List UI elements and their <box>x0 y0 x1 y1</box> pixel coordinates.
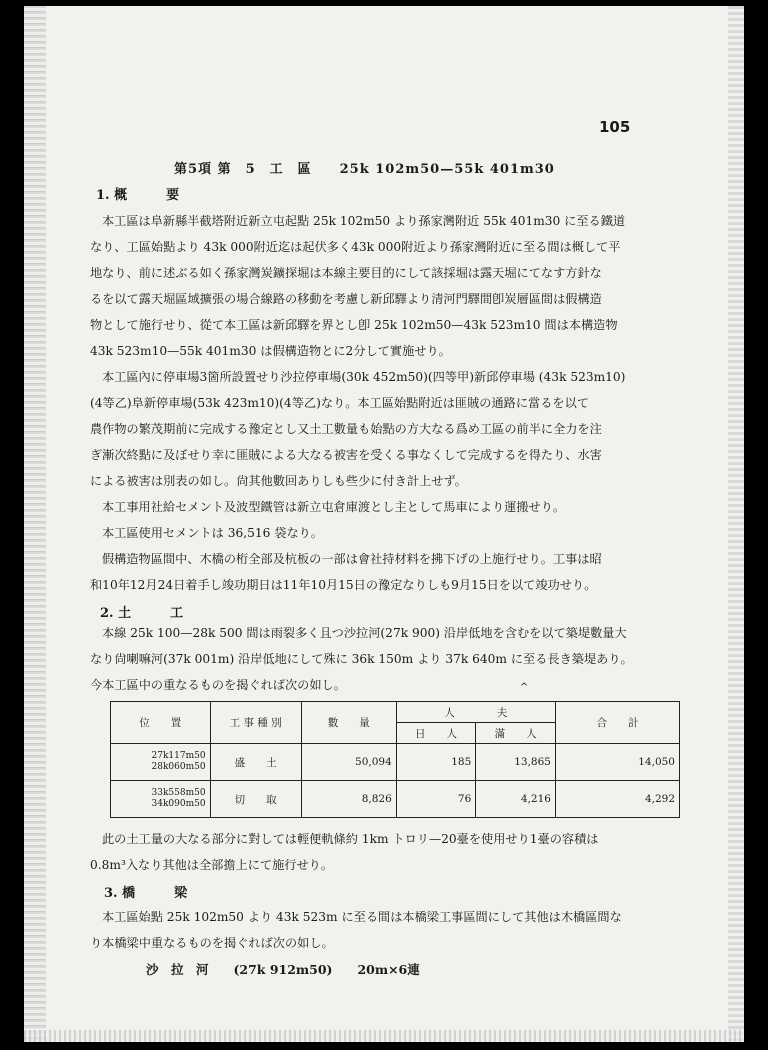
after-table-paragraph <box>90 826 686 878</box>
table-row <box>111 744 680 781</box>
text-line: 本線 25k 100—28k 500 間は雨裂多く且つ沙拉河(27k 900) 沿岸低地を含むを以て築堤數量大 <box>102 626 627 640</box>
text-line: 假構造物區間中、木橋の桁全部及杭板の一部は會社持材料を拂下げの上施行せり。工事は昭 <box>102 552 602 566</box>
text-line: なり尙喇嘛河(37k 001m) 沿岸低地にして殊に 36k 150m より 37k 640m に至る長き築堤あり。 <box>90 652 633 666</box>
bridge-entry: 沙 拉 河 (27k 912m50) 20m×6連 <box>146 962 420 977</box>
page-number: 105 <box>599 118 631 136</box>
text-line: 農作物の繁茂期前に完成する豫定とし又土工數量も始點の方大なる爲め工區の前半に全力を注 <box>90 422 602 436</box>
heading-earthwork: 2. 土 工 <box>100 606 184 621</box>
text-line: 本工區始點 25k 102m50 より 43k 523m に至る間は本橋梁工事區間にして其他は木橋區間な <box>102 910 622 924</box>
text-line: 43k 523m10—55k 401m30 は假構造物とに2分して實施せり。 <box>90 344 451 358</box>
text-line: り本橋梁中重なるものを揭ぐれば次の如し。 <box>90 936 334 950</box>
scan-edge-right <box>728 6 744 1042</box>
col-labor-day: 日 人 <box>396 723 476 744</box>
col-labor-full: 滿 人 <box>476 723 556 744</box>
text-line: 物として施行せり、從て本工區は新邱驛を界とし卽 25k 102m50—43k 523m10 間は本構造物 <box>90 318 618 332</box>
overview-paragraphs <box>90 208 686 598</box>
heading-overview: 1. 概 要 <box>96 188 180 203</box>
text-line: 0.8m³入なり其他は全部擔上にて施行せり。 <box>90 858 334 872</box>
col-quantity: 數 量 <box>301 702 396 744</box>
cell-work-type: 切 取 <box>210 781 301 818</box>
text-line: 地なり、前に述ぶる如く孫家灣炭鑛探堀は本線主要目的にして該採堀は露天堀にてなす方針な <box>90 266 602 280</box>
col-total: 合 計 <box>555 702 679 744</box>
cell-total: 4,292 <box>555 781 679 818</box>
text-line: 今本工區中の重なるものを揭ぐれば次の如し。 <box>90 678 346 692</box>
text-line: 此の土工量の大なる部分に對しては輕便軌條約 1km トロリ—20臺を使用せり1臺の容積は <box>102 832 599 846</box>
table-row <box>111 781 680 818</box>
earthwork-table <box>110 701 680 818</box>
cell-quantity: 8,826 <box>301 781 396 818</box>
earthwork-paragraph <box>90 620 686 698</box>
cell-quantity: 50,094 <box>301 744 396 781</box>
cell-work-type: 盛 土 <box>210 744 301 781</box>
scan-edge-left <box>24 6 46 1042</box>
text-line: 本工事用社給セメント及波型鐵管は新立屯倉庫渡とし主として馬車により運搬せり。 <box>102 500 566 514</box>
cell-labor-day: 185 <box>396 744 476 781</box>
text-line: るを以て露天堀區域擴張の場合線路の移動を考慮し新邱驛より清河門驛間卽炭層區間は假構造 <box>90 292 602 306</box>
bridges-paragraph <box>90 904 686 956</box>
cell-labor-full: 13,865 <box>476 744 556 781</box>
text-line: なり、工區始點より 43k 000附近迄は起伏多く43k 000附近より孫家灣附近に至る間は概して平 <box>90 240 621 254</box>
cell-labor-day: 76 <box>396 781 476 818</box>
cell-labor-full: 4,216 <box>476 781 556 818</box>
cell-total: 14,050 <box>555 744 679 781</box>
scan-edge-bottom <box>24 1030 744 1042</box>
location-from: 27k117m50 <box>151 751 206 761</box>
col-work-type: 工 事 種 別 <box>210 702 301 744</box>
text-line: (4等乙)阜新停車場(53k 423m10)(4等乙)なり。本工區始點附近は匪賊の通路に當るを以て <box>90 396 589 410</box>
text-line: による被害は別表の如し。尙其他數回ありしも些少に付き計上せず。 <box>90 474 467 488</box>
section-title: 第5項 第 5 工 區 25k 102m50—55k 401m30 <box>174 162 555 177</box>
text-line: 本工區內に停車場3箇所設置せり沙拉停車場(30k 452m50)(四等甲)新邱停車場 (43k 523m10) <box>102 370 626 384</box>
location-to: 28k060m50 <box>151 762 206 772</box>
caret-mark: ^ <box>520 682 529 693</box>
text-line: 和10年12月24日着手し竣功期日は11年10月15日の豫定なりしも9月15日を以て竣功せり。 <box>90 578 597 592</box>
location-from: 33k558m50 <box>151 788 206 798</box>
location-to: 34k090m50 <box>151 799 206 809</box>
document-page <box>24 6 744 1042</box>
col-location: 位 置 <box>111 702 211 744</box>
col-labor: 人 夫 <box>396 702 555 723</box>
text-line: 本工區使用セメントは 36,516 袋なり。 <box>102 526 324 540</box>
heading-bridges: 3. 橋 梁 <box>104 886 188 901</box>
text-line: 本工區は阜新縣半截塔附近新立屯起點 25k 102m50 より孫家灣附近 55k 401m30 に至る鐵道 <box>102 214 626 228</box>
cell-location <box>111 781 211 818</box>
text-line: ぎ漸次終點に及ぼせり幸に匪賊による大なる被害を受くる事なくして完成するを得たり、水害 <box>90 448 602 462</box>
cell-location <box>111 744 211 781</box>
